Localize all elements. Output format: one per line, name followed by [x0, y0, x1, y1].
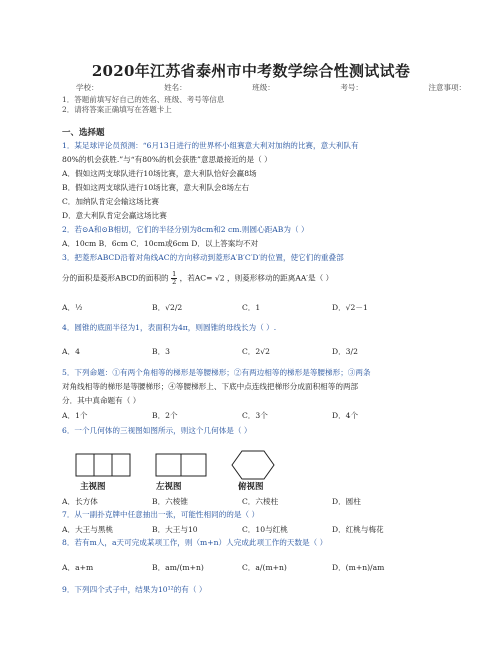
q3-option-d: D．√2－1 [332, 303, 368, 312]
q6-stem: 6．一个几何体的三视图如图所示，则这个几何体是（ ） [62, 426, 252, 435]
q5-option-b: B．2个 [152, 411, 178, 420]
q5-option-d: D．4个 [332, 411, 359, 420]
q1-option-c: C．加纳队肯定会输这场比赛 [62, 197, 159, 206]
q3-option-b: B．√2/2 [152, 303, 183, 312]
name-label: 姓名： [164, 83, 187, 92]
front-view-caption: 主视图 [80, 482, 106, 492]
class-label: 班级： [252, 83, 275, 92]
q3-text-c: ，则菱形移动的距离AA′是（ ） [227, 273, 334, 283]
q5-options [62, 410, 422, 421]
q8-option-b: B．am/(m+n) [152, 563, 204, 572]
q5-option-a: A．1个 [62, 411, 88, 420]
q6-option-c: C．六棱柱 [242, 497, 279, 506]
q8-option-d: D．(m+n)/am [332, 563, 385, 572]
q7-option-d: D．红桃与梅花 [332, 525, 384, 534]
q7-option-a: A．大王与黑桃 [62, 525, 114, 534]
q1-option-a: A．假如这两支球队进行10场比赛，意大利队恰好会赢8场 [62, 169, 257, 178]
school-label: 学校： [76, 83, 99, 92]
note-1: 1．答题前填写好自己的姓名、班级、考号等信息 [62, 95, 225, 104]
top-view-caption: 俯视图 [238, 482, 264, 492]
q7-options [62, 524, 422, 535]
q3-frac-num: 1 [172, 270, 177, 278]
q6-option-a: A．长方体 [62, 497, 98, 506]
q5-stem-line2: 对角线相等的梯形是等腰梯形；④等腰梯形上、下底中点连线把梯形分成面积相等的两部 [62, 382, 359, 391]
exam-number-label: 考号： [340, 83, 363, 92]
q7-option-c: C．10与红桃 [242, 525, 288, 534]
q4-option-d: D．3/2 [332, 347, 358, 356]
q3-stem-line1: 3．把菱形ABCD沿着对角线AC的方向移动到菱形A′B′C′D′的位置，使它们的重叠部 [62, 253, 344, 262]
q1-option-d: D．意大利队肯定会赢这场比赛 [62, 211, 167, 220]
notice-label: 注意事项： [428, 83, 466, 92]
q8-stem: 8．若有m人，a天可完成某项工作，则（m+n）人完成此项工作的天数是（ ） [62, 538, 328, 547]
q1-option-b: B．假如这两支球队进行10场比赛，意大利队会8场左右 [62, 183, 250, 192]
q4-option-a: A．4 [62, 347, 80, 356]
q7-stem: 7．从一副扑克牌中任意抽出一张，可能性相同的的是（ ） [62, 510, 260, 519]
front-view-rect [76, 454, 130, 476]
q4-option-b: B．3 [152, 347, 171, 356]
q8-option-c: C．a/(m+n) [242, 563, 287, 572]
q7-option-b: B．大王与10 [152, 525, 198, 534]
q5-option-c: C．3个 [242, 411, 268, 420]
side-view-caption: 左视图 [156, 482, 182, 492]
q1-stem-line2: 80%的机会获胜.”与“有80%的机会获胜”意思最接近的是（ ） [62, 155, 272, 164]
q3-frac-den: 2 [172, 278, 177, 286]
q4-options [62, 346, 422, 357]
page-title: 2020年江苏省泰州市中考数学综合性测试试卷 [91, 62, 411, 80]
q3-fraction [171, 271, 177, 286]
note-2: 2．请将答案正确填写在答题卡上 [62, 105, 172, 114]
student-info-row [76, 82, 466, 93]
q4-option-c: C．2√2 [242, 347, 270, 356]
top-view-hexagon [232, 451, 274, 479]
q3-option-c: C．1 [242, 303, 261, 312]
q3-text-a: 分的面积是菱形ABCD的面积的 [62, 273, 169, 283]
q9-stem: 9．下列四个式子中，结果为10¹²的有（ ） [62, 585, 207, 594]
q6-option-b: B．六棱锥 [152, 497, 188, 506]
q8-options [62, 562, 422, 573]
q5-stem-line3: 分．其中真命题有（ ） [62, 396, 141, 405]
q8-option-a: A．a+m [62, 563, 94, 572]
q1-stem-line1: 1．某足球评论员预测：“6月13日进行的世界杯小组赛意大利对加纳的比赛，意大利队有 [62, 141, 359, 150]
q2-stem: 2．若⊙A和⊙B相切，它们的半径分别为8cm和2 cm.则圆心距AB为（ ） [62, 225, 309, 234]
q3-stem-line2 [62, 271, 442, 286]
q3-option-a: A．½ [62, 303, 83, 312]
q4-stem: 4．圆锥的底面半径为1，表面积为4π，则圆锥的母线长为（ ）. [62, 323, 277, 332]
q5-stem-line1: 5．下列命题：①有两个角相等的梯形是等腰梯形；②有两边相等的梯形是等腰梯形；③两条 [62, 368, 371, 377]
section-heading: 一、选择题 [62, 128, 105, 138]
three-views-figure [74, 450, 294, 480]
q6-options [62, 496, 422, 507]
q2-options: A．10cm B．6cm C．10cm或6cm D．以上答案均不对 [62, 239, 259, 248]
q3-options [62, 302, 422, 313]
q3-text-b: ，若AC= [179, 273, 213, 283]
q3-root: √2 [214, 273, 225, 283]
q6-option-d: D．圆柱 [332, 497, 361, 506]
